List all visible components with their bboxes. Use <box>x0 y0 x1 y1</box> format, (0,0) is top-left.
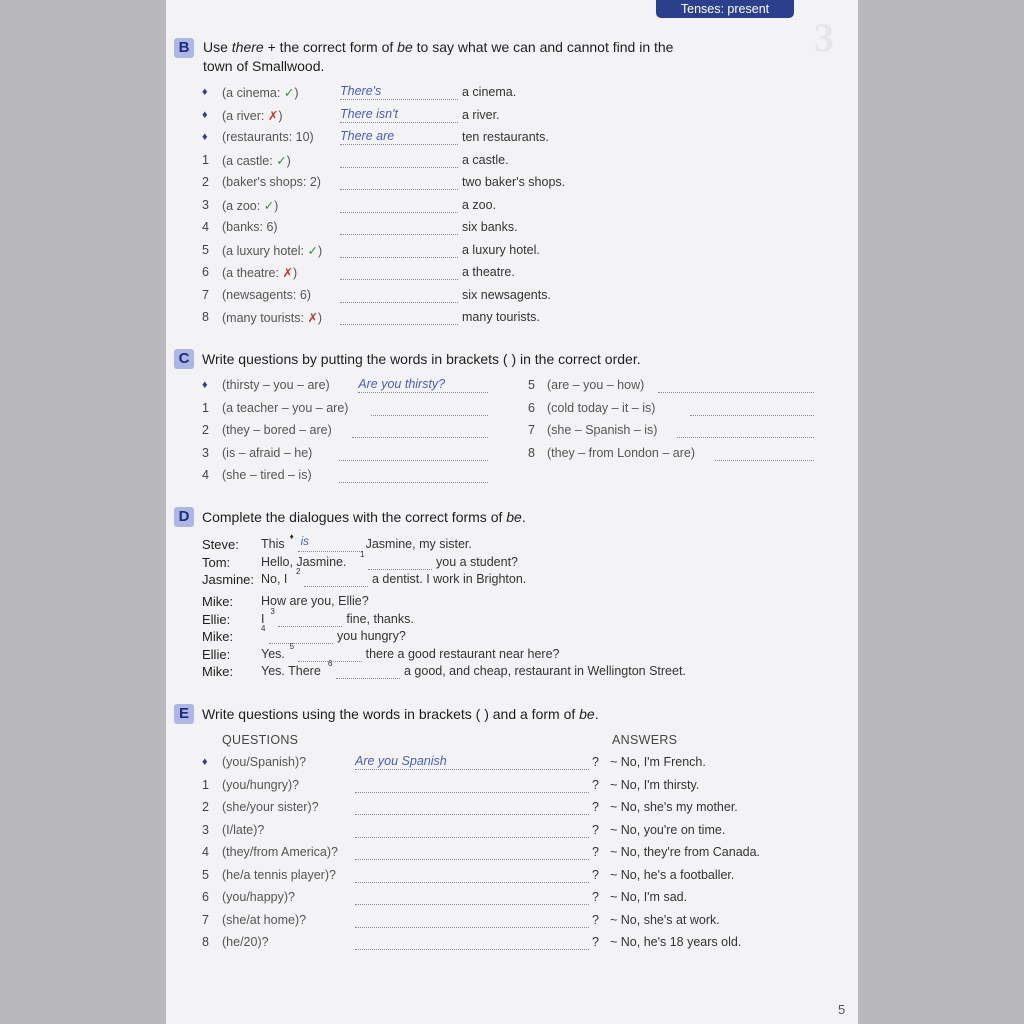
example-answer: There isn't <box>340 106 398 121</box>
answer-blank[interactable] <box>355 913 589 928</box>
answer-blank[interactable] <box>269 629 333 644</box>
answer-blank[interactable] <box>658 378 814 393</box>
item-continuation: a cinema. <box>462 85 517 99</box>
check-icon: ✓ <box>260 198 275 213</box>
given-answer: ~ No, you're on time. <box>610 822 726 837</box>
item-number: 6 <box>202 890 209 904</box>
section-e-instruction: Write questions using the words in brackets ( ) and a form of be. <box>202 706 599 722</box>
speaker-label: Mike: <box>202 594 234 609</box>
item-number: 5 <box>528 378 535 392</box>
answer-blank[interactable] <box>355 755 589 770</box>
example-answer: Are you thirsty? <box>358 377 446 391</box>
answer-blank[interactable] <box>355 868 589 883</box>
answer-blank[interactable] <box>340 130 458 145</box>
item-number: 2 <box>202 423 209 437</box>
item-prompt: (a river: ✗) <box>222 108 283 123</box>
item-prompt: (she/your sister)? <box>222 800 319 814</box>
cross-icon: ✗ <box>303 311 318 325</box>
dialogue-text: you a student? <box>436 554 519 569</box>
item-prompt: (are – you – how) <box>547 378 645 392</box>
check-icon: ✓ <box>280 86 295 100</box>
item-prompt: (he/a tennis player)? <box>222 867 336 882</box>
given-answer: ~ No, he's 18 years old. <box>610 935 742 949</box>
item-prompt: (a luxury hotel: ✓) <box>222 243 323 258</box>
answer-blank[interactable] <box>298 537 362 552</box>
item-prompt: (you/hungry)? <box>222 777 300 792</box>
section-letter-b: B <box>174 38 194 58</box>
item-number: 8 <box>202 310 209 324</box>
item-prompt: (many tourists: ✗) <box>222 311 323 325</box>
dialogue-text: fine, thanks. <box>346 611 414 626</box>
gap-number: 1 <box>360 549 365 559</box>
item-prompt: (a zoo: ✓) <box>222 198 279 213</box>
item-prompt: (banks: 6) <box>222 220 278 234</box>
speaker-label: Mike: <box>202 664 234 679</box>
answer-blank[interactable] <box>340 108 458 123</box>
item-number: 3 <box>202 445 209 460</box>
item-number: 4 <box>202 220 209 234</box>
answer-blank[interactable] <box>677 423 814 438</box>
item-number: 1 <box>202 400 209 415</box>
item-prompt: (a cinema: ✓) <box>222 86 299 100</box>
item-number: 7 <box>202 287 209 302</box>
given-answer: ~ No, he's a footballer. <box>610 867 735 882</box>
answer-blank[interactable] <box>355 935 589 950</box>
item-number: ♦ <box>202 86 208 98</box>
question-mark: ? <box>592 777 599 792</box>
item-prompt: (I/late)? <box>222 822 265 837</box>
cross-icon: ✗ <box>264 108 279 123</box>
item-prompt: (cold today – it – is) <box>547 400 656 415</box>
speaker-label: Steve: <box>202 537 239 552</box>
section-c-instruction: Write questions by putting the words in brackets ( ) in the correct order. <box>202 351 641 367</box>
dialogue-text: No, I <box>261 572 288 586</box>
question-mark: ? <box>592 867 599 882</box>
item-number: 4 <box>202 845 209 859</box>
speaker-label: Ellie: <box>202 611 231 627</box>
item-prompt: (he/20)? <box>222 935 269 949</box>
check-icon: ✓ <box>303 243 318 258</box>
answer-blank[interactable] <box>340 198 458 213</box>
question-mark: ? <box>592 890 599 904</box>
given-answer: ~ No, she's at work. <box>610 912 720 927</box>
item-number: 2 <box>202 175 209 189</box>
answer-blank[interactable] <box>690 401 814 416</box>
gap-number: 2 <box>296 567 301 576</box>
item-continuation: ten restaurants. <box>462 130 549 144</box>
item-prompt: (she/at home)? <box>222 912 307 927</box>
speaker-label: Mike: <box>202 629 234 644</box>
cross-icon: ✗ <box>278 266 293 280</box>
question-mark: ? <box>592 935 599 949</box>
dialogue-text: Yes. <box>261 646 285 661</box>
item-prompt: (restaurants: 10) <box>222 130 314 144</box>
item-number: 3 <box>202 822 209 837</box>
example-answer: is <box>300 536 309 548</box>
section-letter-e: E <box>174 704 194 724</box>
question-mark: ? <box>592 912 599 927</box>
item-number: 3 <box>202 197 209 212</box>
example-answer: Are you Spanish <box>355 754 447 768</box>
item-number: ♦ <box>202 756 208 768</box>
dialogue-text: Yes. There <box>261 664 321 678</box>
item-number: 1 <box>202 152 209 167</box>
item-continuation: six banks. <box>462 220 518 234</box>
chapter-number: 3 <box>814 15 834 60</box>
given-answer: ~ No, I'm sad. <box>610 890 688 904</box>
section-letter-d: D <box>174 507 194 527</box>
item-continuation: two baker's shops. <box>462 175 566 189</box>
answer-blank[interactable] <box>340 175 458 190</box>
given-answer: ~ No, I'm French. <box>610 755 706 769</box>
question-mark: ? <box>592 845 599 859</box>
item-prompt: (a teacher – you – are) <box>222 400 349 415</box>
answer-blank[interactable] <box>355 823 589 838</box>
question-mark: ? <box>592 755 599 769</box>
dialogue-text: you hungry? <box>337 629 406 643</box>
answer-blank[interactable] <box>355 845 589 860</box>
dialogue-text: Jasmine, my sister. <box>365 537 472 551</box>
answer-blank[interactable] <box>340 310 458 325</box>
workbook-page <box>166 0 858 1024</box>
item-number: 6 <box>528 400 535 415</box>
answer-blank[interactable] <box>340 243 458 258</box>
answer-blank[interactable] <box>339 468 488 483</box>
item-continuation: many tourists. <box>462 310 540 324</box>
item-number: 8 <box>528 445 535 460</box>
item-prompt: (she – tired – is) <box>222 468 312 482</box>
answer-blank[interactable] <box>358 378 488 393</box>
answer-blank[interactable] <box>355 890 589 905</box>
item-prompt: (a castle: ✓) <box>222 153 291 168</box>
item-number: 6 <box>202 265 209 279</box>
item-number: 2 <box>202 800 209 814</box>
answer-blank[interactable] <box>339 446 488 461</box>
gap-number: 4 <box>261 624 266 633</box>
check-icon: ✓ <box>272 153 287 168</box>
answer-blank[interactable] <box>355 778 589 793</box>
dialogue-text: Hello, Jasmine. <box>261 554 347 569</box>
item-prompt: (they – from London – are) <box>547 445 695 460</box>
item-continuation: a luxury hotel. <box>462 242 540 257</box>
chapter-tag: Tenses: present <box>656 0 794 18</box>
item-continuation: a castle. <box>462 152 509 167</box>
given-answer: ~ No, I'm thirsty. <box>610 777 700 792</box>
item-prompt: (thirsty – you – are) <box>222 378 330 392</box>
question-mark: ? <box>592 800 599 814</box>
item-number: 5 <box>202 242 209 257</box>
item-continuation: a theatre. <box>462 265 515 279</box>
item-continuation: a zoo. <box>462 197 497 212</box>
speaker-label: Ellie: <box>202 646 231 662</box>
item-number: 8 <box>202 935 209 949</box>
dialogue-text: there a good restaurant near here? <box>365 646 560 661</box>
answer-blank[interactable] <box>336 664 400 679</box>
item-prompt: (she – Spanish – is) <box>547 423 658 437</box>
speaker-label: Jasmine: <box>202 572 255 587</box>
answer-blank[interactable] <box>715 446 814 461</box>
gap-number: 3 <box>270 606 275 616</box>
answer-blank[interactable] <box>278 612 342 627</box>
section-d-instruction: Complete the dialogues with the correct forms of be. <box>202 509 526 525</box>
item-number: 4 <box>202 468 209 482</box>
answer-blank[interactable] <box>368 555 432 570</box>
given-answer: ~ No, they're from Canada. <box>610 845 761 859</box>
answers-header: ANSWERS <box>612 733 678 747</box>
item-prompt: (they – bored – are) <box>222 423 332 437</box>
item-number: 1 <box>202 777 209 792</box>
item-number: 5 <box>202 867 209 882</box>
gap-number: ♦ <box>289 532 294 541</box>
answer-blank[interactable] <box>340 265 458 280</box>
answer-blank[interactable] <box>340 85 458 100</box>
dialogue-text: a dentist. I work in Brighton. <box>372 572 527 586</box>
question-mark: ? <box>592 822 599 837</box>
section-b-instruction: Use there + the correct form of be to say what we can and cannot find in the town of Smallwood. <box>203 39 674 74</box>
answer-blank[interactable] <box>304 572 368 587</box>
item-prompt: (baker's shops: 2) <box>222 175 321 189</box>
gap-number: 6 <box>328 659 333 668</box>
section-letter-c: C <box>174 349 194 369</box>
given-answer: ~ No, she's my mother. <box>610 800 738 814</box>
item-number: 7 <box>528 423 535 437</box>
item-prompt: (you/happy)? <box>222 890 295 904</box>
dialogue-text: This <box>261 537 285 551</box>
item-prompt: (newsagents: 6) <box>222 287 311 302</box>
answer-blank[interactable] <box>340 220 458 235</box>
item-prompt: (they/from America)? <box>222 845 339 859</box>
answer-blank[interactable] <box>340 288 458 303</box>
example-answer: There's <box>340 84 382 98</box>
dialogue-text: How are you, Ellie? <box>261 594 369 608</box>
speaker-label: Tom: <box>202 554 231 570</box>
item-number: 7 <box>202 912 209 927</box>
item-continuation: six newsagents. <box>462 287 551 302</box>
answer-blank[interactable] <box>352 423 488 438</box>
item-number: ♦ <box>202 379 208 391</box>
item-number: ♦ <box>202 108 208 121</box>
item-continuation: a river. <box>462 107 500 122</box>
item-prompt: (you/Spanish)? <box>222 755 307 769</box>
item-prompt: (is – afraid – he) <box>222 445 313 460</box>
questions-header: QUESTIONS <box>222 733 299 747</box>
example-answer: There are <box>340 129 395 143</box>
dialogue-text: a good, and cheap, restaurant in Wellington Street. <box>404 664 686 678</box>
gap-number: 5 <box>289 641 295 651</box>
page-number: 5 <box>838 1002 846 1017</box>
answer-blank[interactable] <box>371 401 488 416</box>
answer-blank[interactable] <box>340 153 458 168</box>
dialogue-text: I <box>261 611 265 626</box>
item-prompt: (a theatre: ✗) <box>222 266 298 280</box>
answer-blank[interactable] <box>355 800 589 815</box>
item-number: ♦ <box>202 131 208 143</box>
